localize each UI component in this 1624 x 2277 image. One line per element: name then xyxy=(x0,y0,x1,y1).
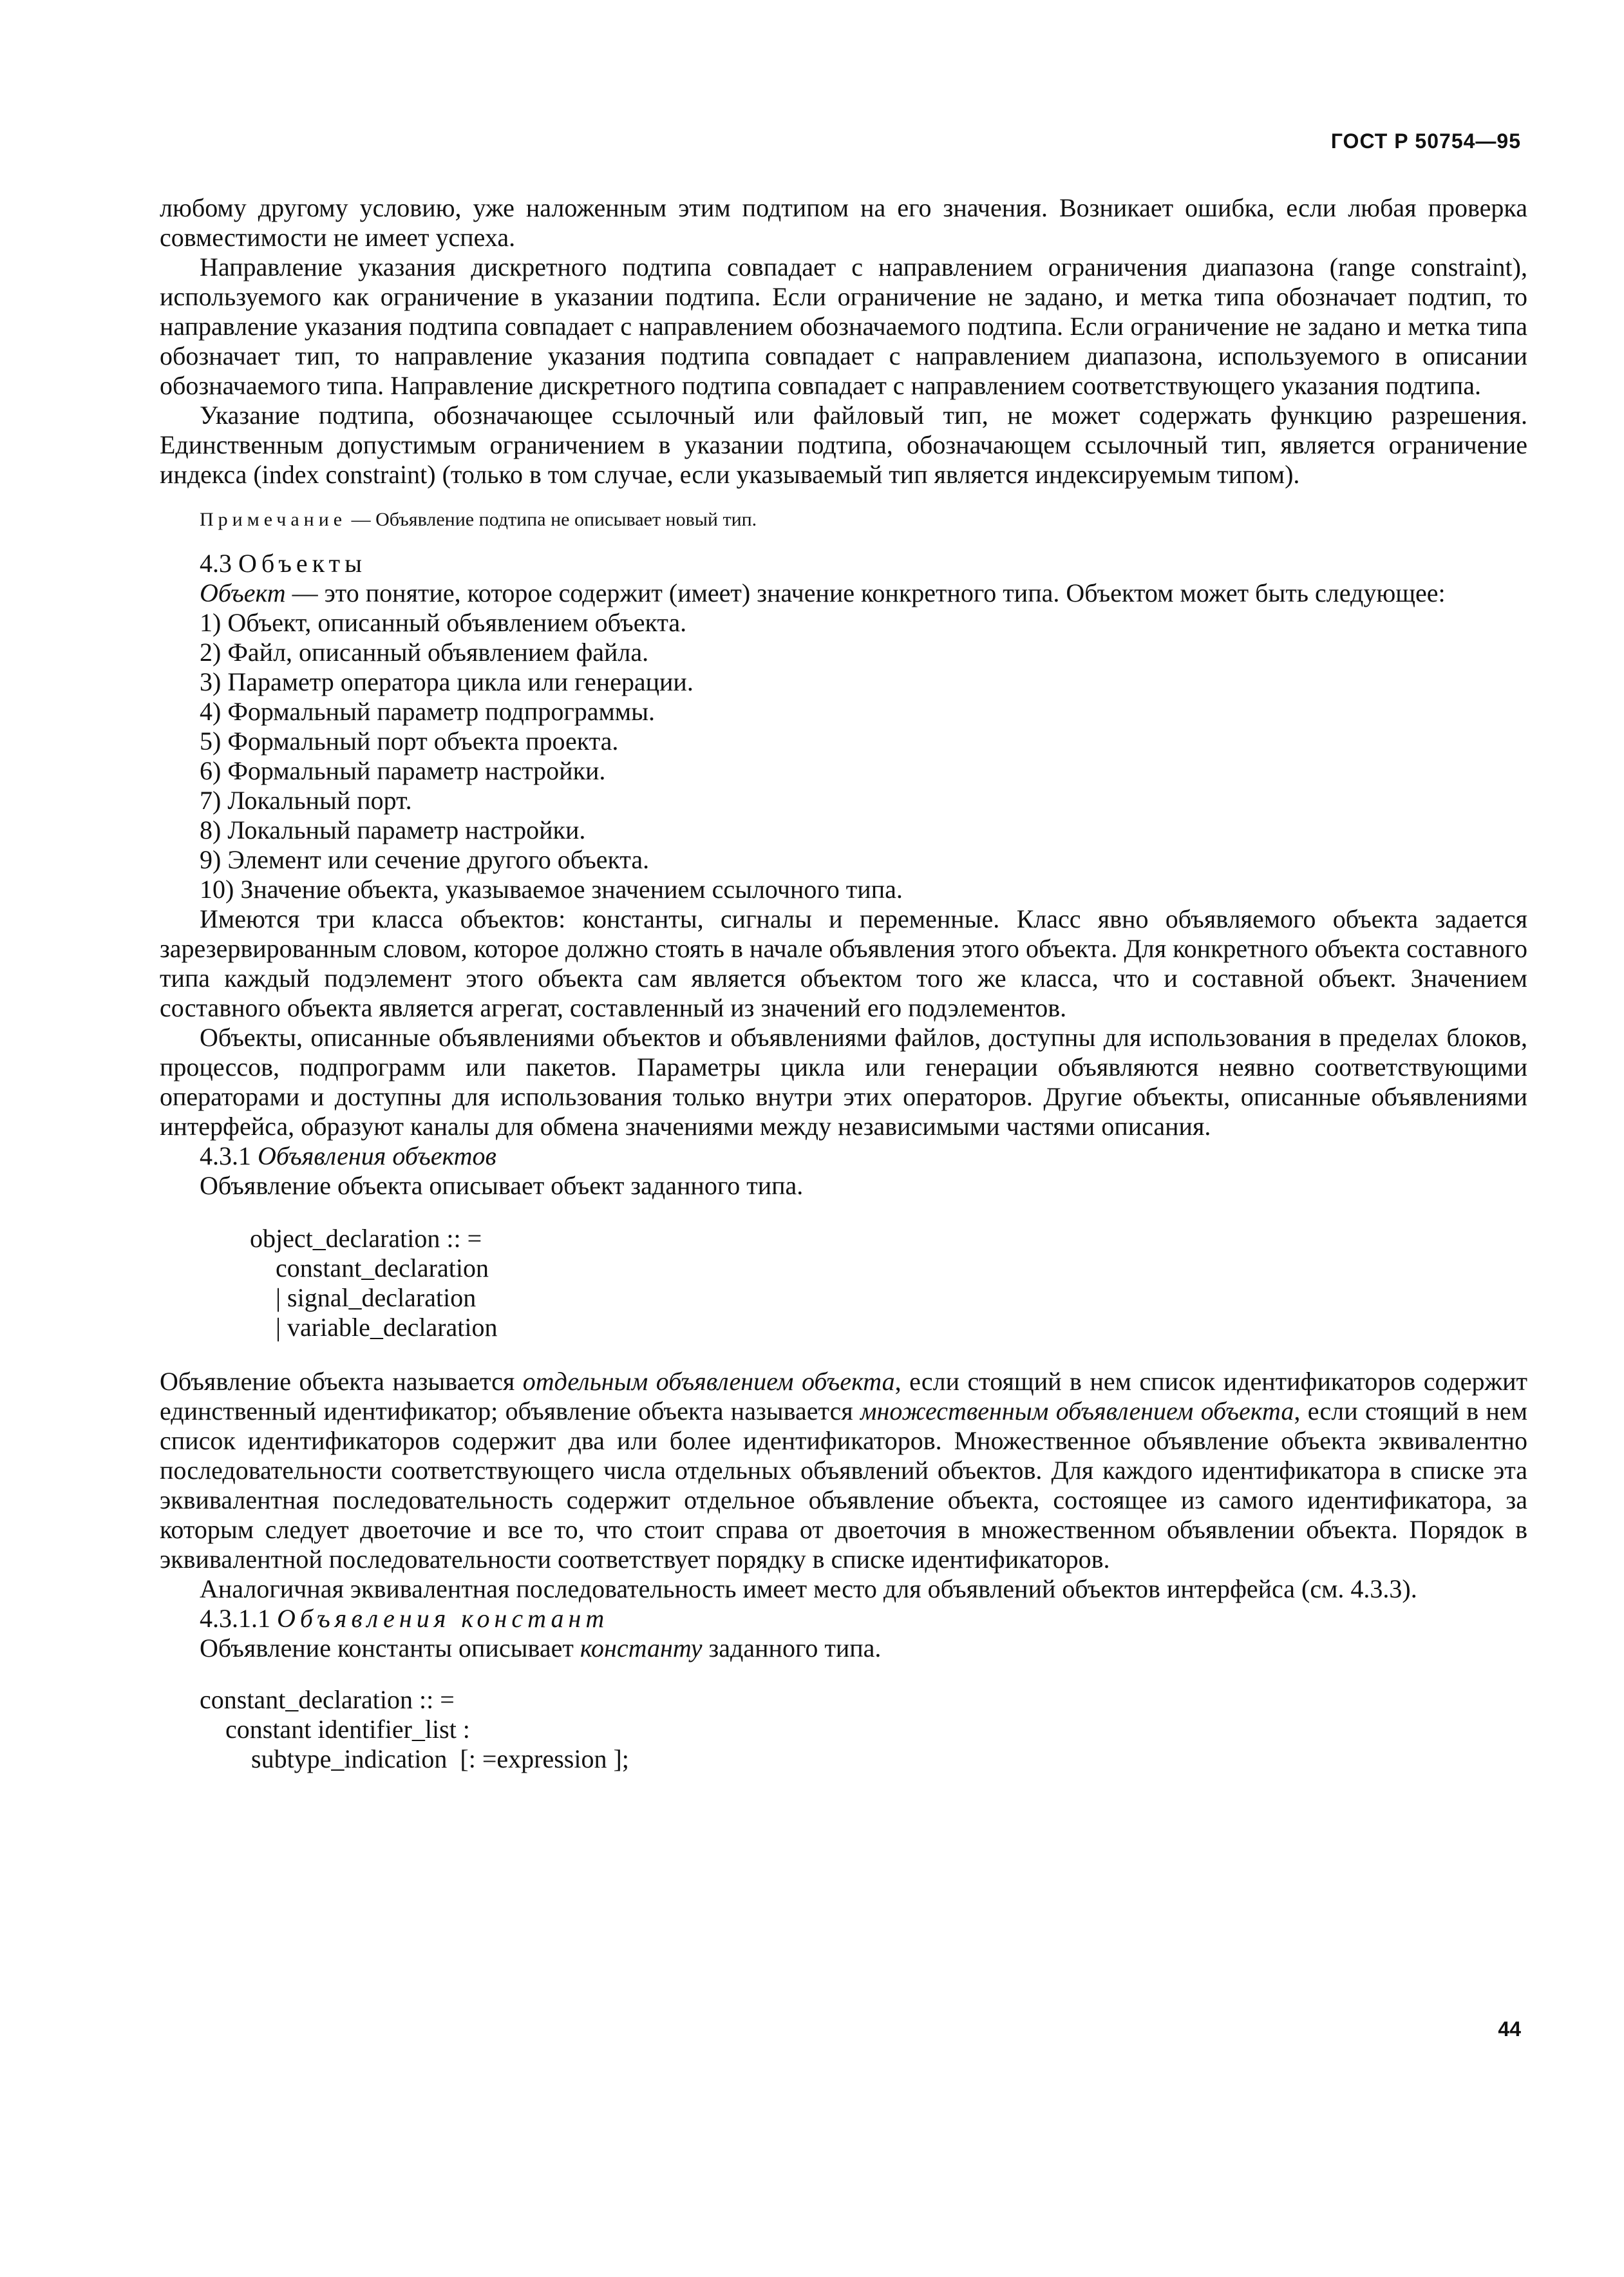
section-number: 4.3.1 xyxy=(200,1141,251,1170)
section-heading-4-3-1-1 xyxy=(160,1604,1527,1634)
paragraph-access-file-subtype: Указание подтипа, обозначающее ссылочный или файловый тип, не может содержать функцию разрешения. Единственным допустимым ограничением в указании подтипа, обозначающем ссылочный тип, является ограничение индекса (index constraint) (только в том случае, если указываемый тип является индексируемым типом). xyxy=(160,401,1527,489)
list-item: 4) Формальный параметр подпрограммы. xyxy=(200,697,655,726)
term-constant: константу xyxy=(580,1634,703,1662)
list-item: 5) Формальный порт объекта проекта. xyxy=(200,727,619,756)
paragraph-object-visibility: Объекты, описанные объявлениями объектов и объявлениями файлов, доступны для использования в пределах блоков, процессов, подпрограмм или пакетов. Параметры цикла или генерации объявляются неявно соответствующими операторами и доступны для использования только внутри этих операторов. Другие объекты, описанные объявлениями интерфейса, образуют каналы для обмена значениями между независимыми частями описания. xyxy=(160,1023,1527,1141)
note xyxy=(160,508,1527,532)
page-number: 44 xyxy=(1498,2017,1521,2041)
note-text: — Объявление подтипа не описывает новый тип. xyxy=(346,509,757,530)
paragraph-interface-declarations: Аналогичная эквивалентная последовательность имеет место для объявлений объектов интерфейса (см. 4.3.3). xyxy=(200,1574,1417,1603)
grammar-line: object_declaration :: = xyxy=(250,1224,482,1253)
section-heading-4-3 xyxy=(160,549,1527,578)
grammar-line: subtype_indication [: =expression ]; xyxy=(200,1744,629,1773)
term-multiple-declaration: множественным объявлением объекта xyxy=(860,1396,1294,1425)
term-single-declaration: отдельным объявлением объекта xyxy=(522,1367,895,1396)
list-item: 9) Элемент или сечение другого объекта. xyxy=(200,845,650,874)
list-item: 3) Параметр оператора цикла или генерации. xyxy=(200,667,694,696)
document-page xyxy=(160,0,1527,2277)
list-item: 8) Локальный параметр настройки. xyxy=(200,815,586,844)
list-item: 2) Файл, описанный объявлением файла. xyxy=(200,638,649,667)
list-item: 10) Значение объекта, указываемое значением ссылочного типа. xyxy=(200,875,903,904)
paragraph-object-definition xyxy=(160,578,1527,608)
text-run: , если стоящий в нем список идентификаторов содержит единственный идентификатор; объявление объекта называется xyxy=(160,1367,1527,1425)
page-content xyxy=(160,193,1527,1774)
section-title: Объявления констант xyxy=(277,1604,609,1633)
object-kinds-list xyxy=(160,608,1527,904)
grammar-line: constant_declaration :: = xyxy=(200,1685,455,1714)
section-number: 4.3.1.1 xyxy=(200,1604,270,1633)
grammar-line: | signal_declaration xyxy=(250,1283,477,1312)
list-item: 7) Локальный порт. xyxy=(200,786,412,815)
section-title: Объекты xyxy=(238,549,366,578)
grammar-line: | variable_declaration xyxy=(250,1313,498,1342)
section-heading-4-3-1 xyxy=(160,1141,1527,1171)
grammar-line: constant_declaration xyxy=(250,1253,489,1282)
section-title: Объявления объектов xyxy=(258,1141,496,1170)
grammar-object-declaration xyxy=(160,1224,1527,1342)
paragraph-single-multiple-declaration xyxy=(160,1367,1527,1574)
grammar-constant-declaration xyxy=(160,1685,1527,1774)
list-item: 6) Формальный параметр настройки. xyxy=(200,756,606,785)
paragraph-object-declaration-intro: Объявление объекта описывает объект заданного типа. xyxy=(200,1171,804,1200)
document-header: ГОСТ Р 50754—95 xyxy=(1330,129,1521,153)
definition-text: — это понятие, которое содержит (имеет) значение конкретного типа. Объектом может быть следующее: xyxy=(285,578,1446,607)
paragraph-object-classes: Имеются три класса объектов: константы, сигналы и переменные. Класс явно объявляемого объекта задается зарезервированным словом, которое должно стоять в начале объявления этого объекта. Для конкретного объекта составного типа каждый подэлемент этого объекта сам является объектом того же класса, что и составной объект. Значением составного объекта является агрегат, составленный из значений его подэлементов. xyxy=(160,904,1527,1022)
note-label: Примечание xyxy=(200,509,347,530)
text-run: Объявление константы описывает xyxy=(200,1634,580,1662)
paragraph-discrete-subtype-direction: Направление указания дискретного подтипа совпадает с направлением ограничения диапазона (range constraint), используемого как ограничение в указании подтипа. Если ограничение не задано, и метка типа обозначает подтип, то направление указания подтипа совпадает с направлением обозначаемого подтипа. Если ограничение не задано и метка типа обозначает тип, то направление указания подтипа совпадает с направлением диапазона, используемого в описании обозначаемого типа. Направление дискретного подтипа совпадает с направлением соответствующего указания подтипа. xyxy=(160,252,1527,400)
list-item: 1) Объект, описанный объявлением объекта. xyxy=(200,608,687,637)
paragraph-continuation: любому другому условию, уже наложенным этим подтипом на его значения. Возникает ошибка, если любая проверка совместимости не имеет успеха. xyxy=(160,193,1527,252)
grammar-line: constant identifier_list : xyxy=(200,1715,470,1744)
text-run: заданного типа. xyxy=(702,1634,882,1662)
paragraph-constant-declaration-intro xyxy=(160,1634,1527,1663)
text-run: , если стоящий в нем список идентификаторов содержит два или более идентификаторов. Множественное объявление объекта эквивалентно последовательности соответствующего числа отдельных объявлений объектов. Для каждого идентификатора в списке эта эквивалентная последовательность содержит отдельное объявление объекта, состоящее из самого идентификатора, за которым следует двоеточие и все то, что стоит справа от двоеточия в множественном объявлении объекта. Порядок в эквивалентной последовательности соответствует порядку в списке идентификаторов. xyxy=(160,1396,1527,1574)
term-object: Объект xyxy=(200,578,286,607)
section-number: 4.3 xyxy=(200,549,232,578)
text-run: Объявление объекта называется xyxy=(160,1367,523,1396)
